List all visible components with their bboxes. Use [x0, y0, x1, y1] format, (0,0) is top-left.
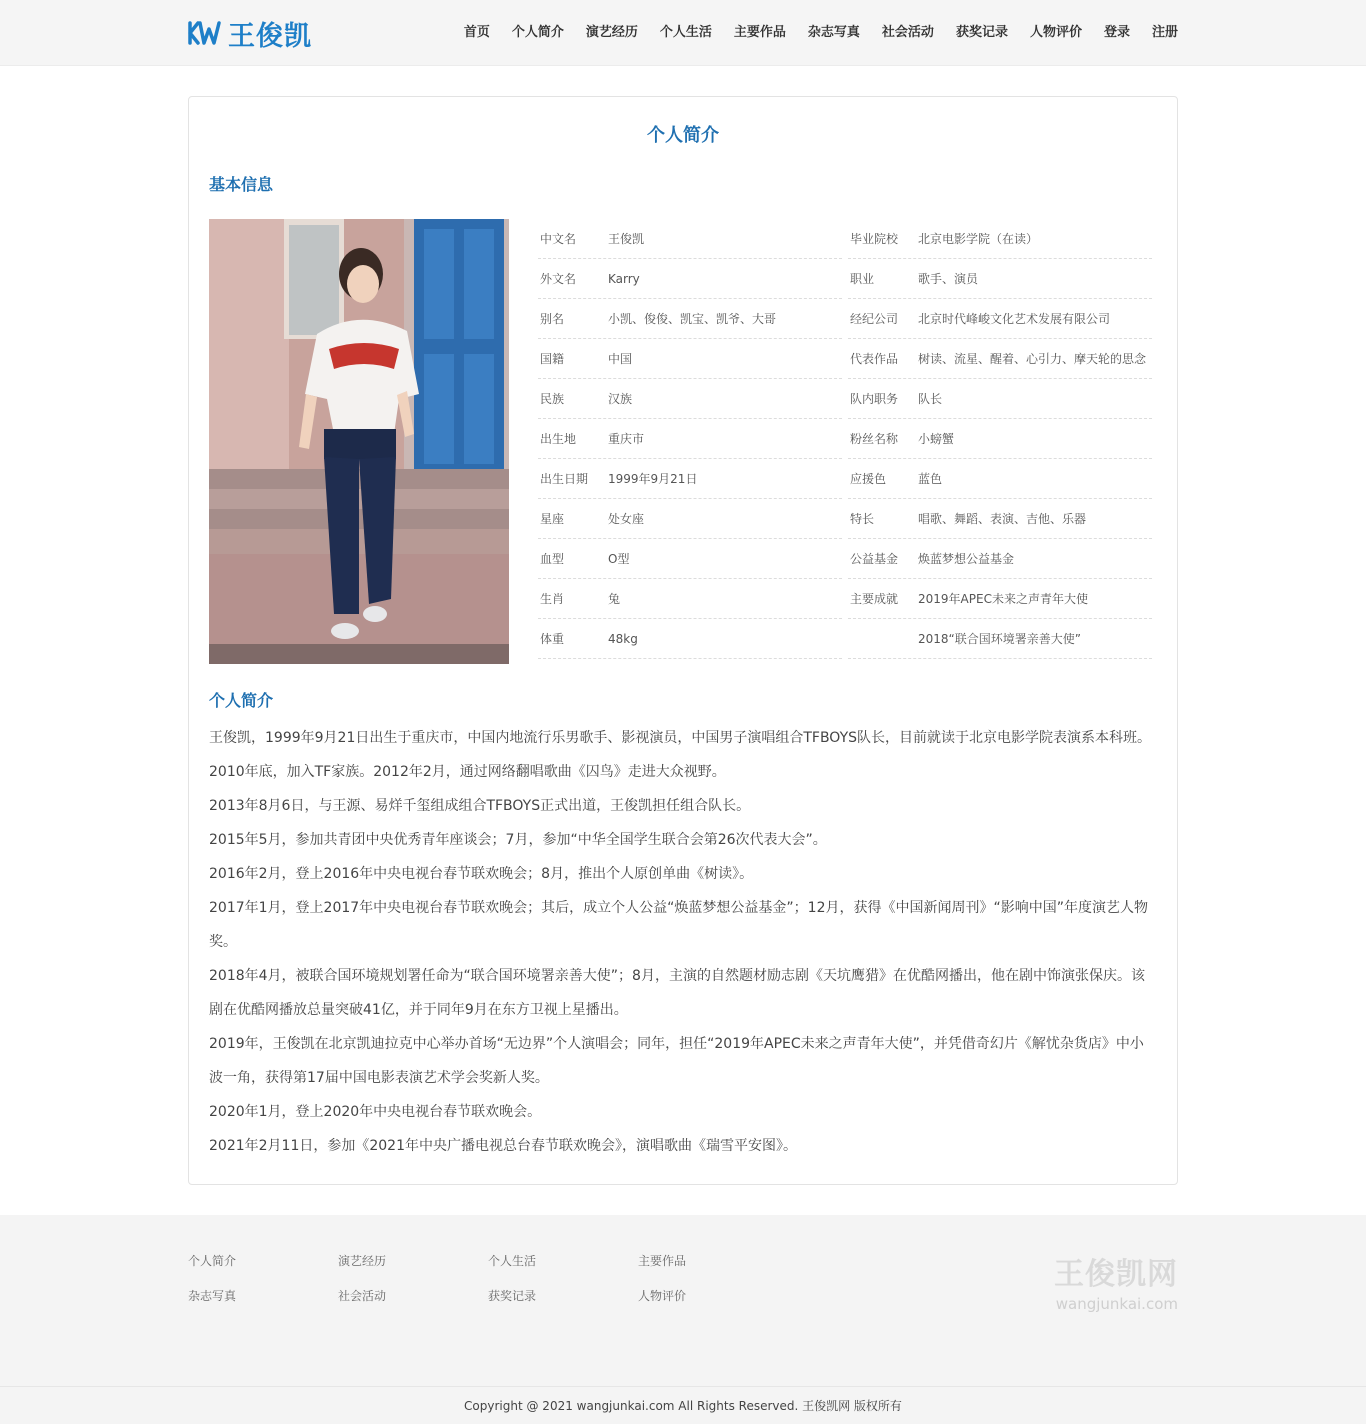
- info-value: 队长: [918, 392, 943, 406]
- site-logo[interactable]: [188, 14, 312, 53]
- footer-link-7[interactable]: 人物评价: [638, 1289, 687, 1303]
- info-right-row: [848, 259, 1152, 299]
- info-value: 小凯、俊俊、凯宝、凯爷、大哥: [608, 312, 777, 326]
- nav-item-6[interactable]: 社会活动: [881, 25, 934, 40]
- info-value: O型: [608, 552, 630, 566]
- info-value: Karry: [608, 271, 640, 286]
- footer-link-4[interactable]: 杂志写真: [188, 1289, 237, 1303]
- info-value: 树读、流星、醒着、心引力、摩天轮的思念: [918, 352, 1147, 366]
- info-value: 王俊凯: [608, 232, 645, 246]
- copyright: Copyright @ 2021 wangjunkai.com All Rights Reserved. 王俊凯网 版权所有: [0, 1386, 1366, 1424]
- info-value: 2018“联合国环境署亲善大使”: [918, 632, 1081, 646]
- bio-paragraph: 2018年4月，被联合国环境规划署任命为“联合国环境署亲善大使”；8月，主演的自然题材励志剧《天坑鹰猎》在优酷网播出，他在剧中饰演张保庆。该剧在优酷网播放总量突破41亿，并于同年9月在东方卫视上星播出。: [209, 968, 1145, 1018]
- info-label: 生肖: [540, 592, 565, 606]
- nav-item-8[interactable]: 人物评价: [1029, 25, 1082, 40]
- footer-link-2[interactable]: 个人生活: [488, 1254, 537, 1268]
- info-label: 民族: [540, 392, 565, 406]
- info-left-row: [538, 339, 842, 379]
- profile-card: [188, 96, 1178, 1185]
- nav-item-4[interactable]: 主要作品: [733, 25, 786, 40]
- info-right-row: [848, 419, 1152, 459]
- info-value: 歌手、演员: [918, 272, 979, 286]
- info-right-row: [848, 619, 1152, 659]
- info-left-row: [538, 299, 842, 339]
- footer-brand: [1054, 1249, 1178, 1313]
- main-nav: [453, 0, 1178, 66]
- info-column-right: [848, 219, 1152, 664]
- info-label: 主要成就: [850, 592, 899, 606]
- info-left-row: [538, 499, 842, 539]
- info-value: 北京时代峰峻文化艺术发展有限公司: [918, 312, 1111, 326]
- bio-paragraph: 2015年5月，参加共青团中央优秀青年座谈会；7月，参加“中华全国学生联合会第26次代表大会”。: [209, 832, 827, 848]
- info-label: 外文名: [540, 272, 577, 286]
- bio-paragraph: 2021年2月11日，参加《2021年中央广播电视总台春节联欢晚会》，演唱歌曲《瑞雪平安图》。: [209, 1138, 797, 1154]
- info-label: 星座: [540, 512, 565, 526]
- footer-link-6[interactable]: 获奖记录: [488, 1289, 537, 1303]
- footer-link-3[interactable]: 主要作品: [638, 1254, 687, 1268]
- info-label: 代表作品: [850, 352, 899, 366]
- info-table: [538, 219, 1152, 664]
- info-label: 粉丝名称: [850, 432, 899, 446]
- info-label: 出生日期: [540, 472, 589, 486]
- info-left-row: [538, 419, 842, 459]
- nav-item-0[interactable]: 首页: [463, 25, 490, 40]
- info-value: 焕蓝梦想公益基金: [918, 552, 1015, 566]
- info-right-row: [848, 379, 1152, 419]
- info-label: 特长: [850, 512, 875, 526]
- nav-item-2[interactable]: 演艺经历: [585, 25, 638, 40]
- info-label: 经纪公司: [850, 312, 899, 326]
- info-right-row: [848, 499, 1152, 539]
- bio-paragraph: 2017年1月，登上2017年中央电视台春节联欢晚会；其后，成立个人公益“焕蓝梦想公益基金”；12月，获得《中国新闻周刊》“影响中国”年度演艺人物奖。: [209, 900, 1148, 950]
- basic-info-heading: 基本信息: [209, 175, 274, 194]
- logo-text: 王俊凯: [228, 20, 312, 52]
- info-label: 中文名: [540, 232, 577, 246]
- info-label: 职业: [850, 272, 875, 286]
- info-right-row: [848, 459, 1152, 499]
- nav-item-10[interactable]: 注册: [1151, 25, 1178, 40]
- info-value: 兔: [608, 592, 621, 606]
- info-value: 重庆市: [608, 432, 645, 446]
- info-value: 48kg: [608, 631, 638, 646]
- info-left-row: [538, 379, 842, 419]
- info-value: 处女座: [608, 512, 645, 526]
- bio-paragraph: 王俊凯，1999年9月21日出生于重庆市，中国内地流行乐男歌手、影视演员，中国男子演唱组合TFBOYS队长，目前就读于北京电影学院表演系本科班。: [209, 730, 1152, 746]
- nav-item-7[interactable]: 获奖记录: [955, 25, 1008, 40]
- info-left-row: [538, 459, 842, 499]
- info-value: 2019年APEC未来之声青年大使: [918, 592, 1088, 606]
- info-label: 毕业院校: [850, 232, 899, 246]
- nav-item-3[interactable]: 个人生活: [659, 25, 712, 40]
- site-footer: [0, 1215, 1366, 1386]
- page-title: 个人简介: [647, 125, 719, 146]
- info-value: 蓝色: [918, 472, 943, 486]
- info-label: 血型: [540, 552, 565, 566]
- info-right-row: [848, 299, 1152, 339]
- logo-mark-icon: [188, 19, 222, 47]
- info-label: 出生地: [540, 432, 577, 446]
- nav-item-9[interactable]: 登录: [1103, 25, 1130, 40]
- footer-link-5[interactable]: 社会活动: [338, 1289, 387, 1303]
- info-left-row: [538, 619, 842, 659]
- info-left-row: [538, 539, 842, 579]
- footer-brand-name: 王俊凯网: [1054, 1257, 1178, 1292]
- info-value: 1999年9月21日: [608, 472, 698, 486]
- info-label: 别名: [540, 312, 565, 326]
- info-label: 体重: [540, 632, 565, 646]
- info-value: 中国: [608, 352, 633, 366]
- info-left-row: [538, 219, 842, 259]
- info-value: 小螃蟹: [918, 432, 955, 446]
- nav-item-5[interactable]: 杂志写真: [807, 25, 860, 40]
- bio-paragraph: 2010年底，加入TF家族。2012年2月，通过网络翻唱歌曲《囚鸟》走进大众视野。: [209, 764, 726, 780]
- nav-item-1[interactable]: 个人简介: [511, 25, 564, 40]
- info-value: 唱歌、舞蹈、表演、吉他、乐器: [918, 512, 1087, 526]
- info-right-row: [848, 579, 1152, 619]
- bio-heading: 个人简介: [209, 691, 274, 710]
- footer-links: [188, 1253, 788, 1304]
- info-label: 队内职务: [850, 392, 899, 406]
- info-value: 汉族: [608, 392, 633, 406]
- info-left-row: [538, 259, 842, 299]
- profile-photo: [209, 219, 509, 664]
- bio-text: [209, 721, 1157, 1163]
- info-column-left: [538, 219, 842, 664]
- bio-paragraph: 2013年8月6日，与王源、易烊千玺组成组合TFBOYS正式出道，王俊凯担任组合队长。: [209, 798, 751, 814]
- info-label: 公益基金: [850, 552, 899, 566]
- site-header: [0, 0, 1366, 66]
- bio-paragraph: 2020年1月，登上2020年中央电视台春节联欢晚会。: [209, 1104, 542, 1120]
- info-right-row: [848, 219, 1152, 259]
- info-right-row: [848, 539, 1152, 579]
- bio-paragraph: 2016年2月，登上2016年中央电视台春节联欢晚会；8月，推出个人原创单曲《树读》。: [209, 866, 754, 882]
- basic-info: [209, 219, 1157, 664]
- footer-brand-domain: wangjunkai.com: [1055, 1295, 1178, 1313]
- footer-link-1[interactable]: 演艺经历: [338, 1254, 387, 1268]
- info-left-row: [538, 579, 842, 619]
- footer-link-0[interactable]: 个人简介: [188, 1254, 237, 1268]
- info-label: 国籍: [540, 352, 565, 366]
- bio-paragraph: 2019年，王俊凯在北京凯迪拉克中心举办首场“无边界”个人演唱会；同年，担任“2019年APEC未来之声青年大使”，并凭借奇幻片《解忧杂货店》中小波一角，获得第17届中国电影表演艺术学会奖新人奖。: [209, 1036, 1144, 1086]
- info-right-row: [848, 339, 1152, 379]
- info-value: 北京电影学院（在读）: [918, 232, 1039, 246]
- info-label: 应援色: [850, 472, 887, 486]
